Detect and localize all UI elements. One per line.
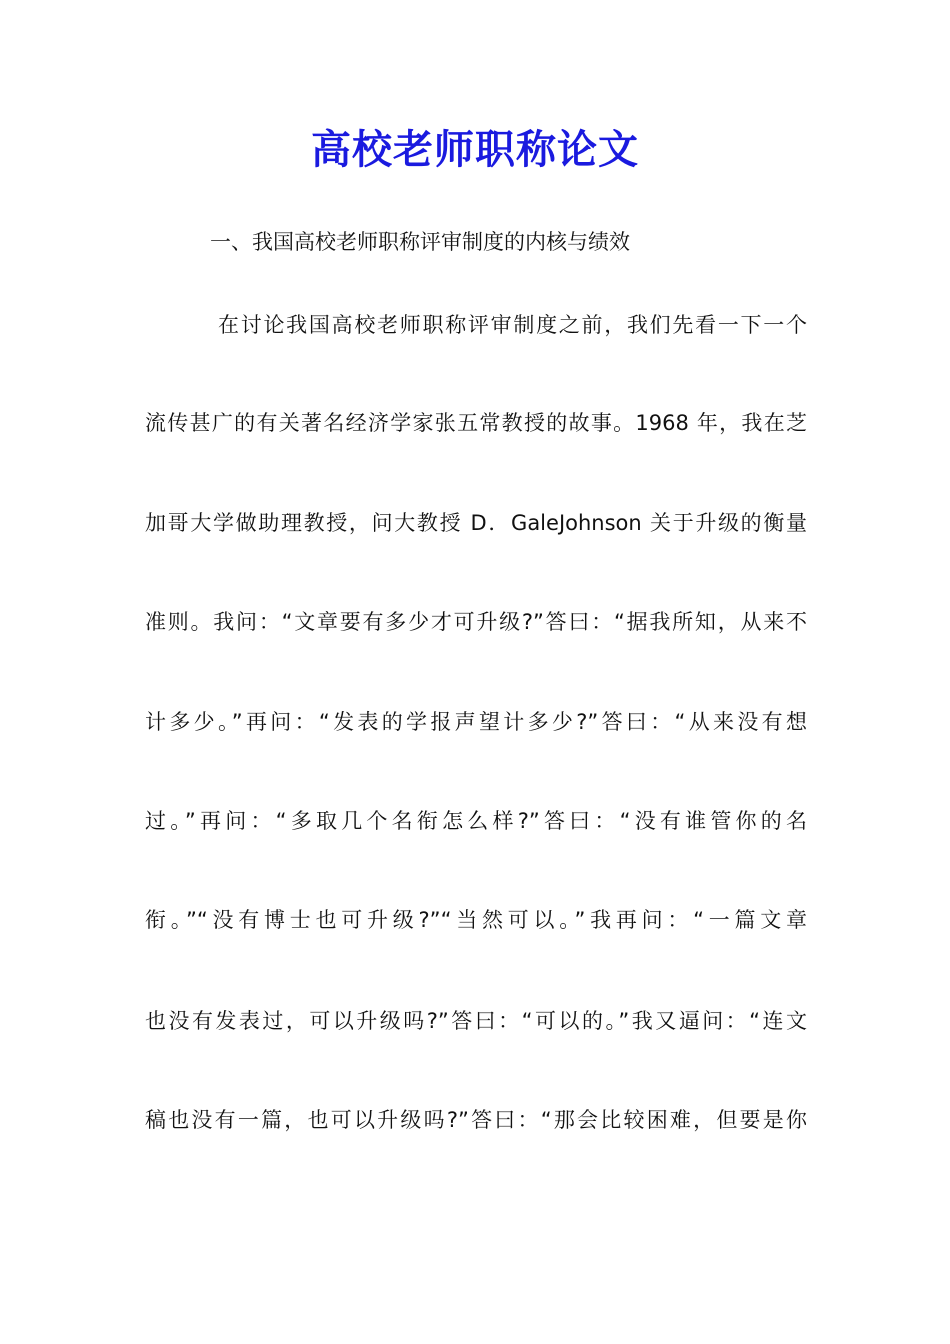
section-heading: 一、我国高校老师职称评审制度的内核与绩效 <box>210 230 630 254</box>
body-line: 也没有发表过，可以升级吗?”答曰：“可以的。”我又逼问：“连文 <box>145 1009 807 1033</box>
body-line: 在讨论我国高校老师职称评审制度之前，我们先看一下一个 <box>218 313 807 337</box>
body-line: 过。”再问：“多取几个名衔怎么样?”答曰：“没有谁管你的名 <box>145 809 807 833</box>
body-line: 计多少。”再问：“发表的学报声望计多少?”答曰：“从来没有想 <box>145 710 807 734</box>
document-title: 高校老师职称论文 <box>311 126 639 173</box>
body-line: 稿也没有一篇，也可以升级吗?”答曰：“那会比较困难，但要是你 <box>145 1108 807 1132</box>
body-line: 流传甚广的有关著名经济学家张五常教授的故事。1968 年，我在芝 <box>145 411 807 435</box>
body-line: 准则。我问：“文章要有多少才可升级?”答曰：“据我所知，从来不 <box>145 610 807 634</box>
body-line: 加哥大学做助理教授，问大教授 D．GaleJohnson 关于升级的衡量 <box>145 511 807 535</box>
body-line: 衔。”“没有博士也可升级?”“当然可以。”我再问：“一篇文章 <box>145 908 807 932</box>
